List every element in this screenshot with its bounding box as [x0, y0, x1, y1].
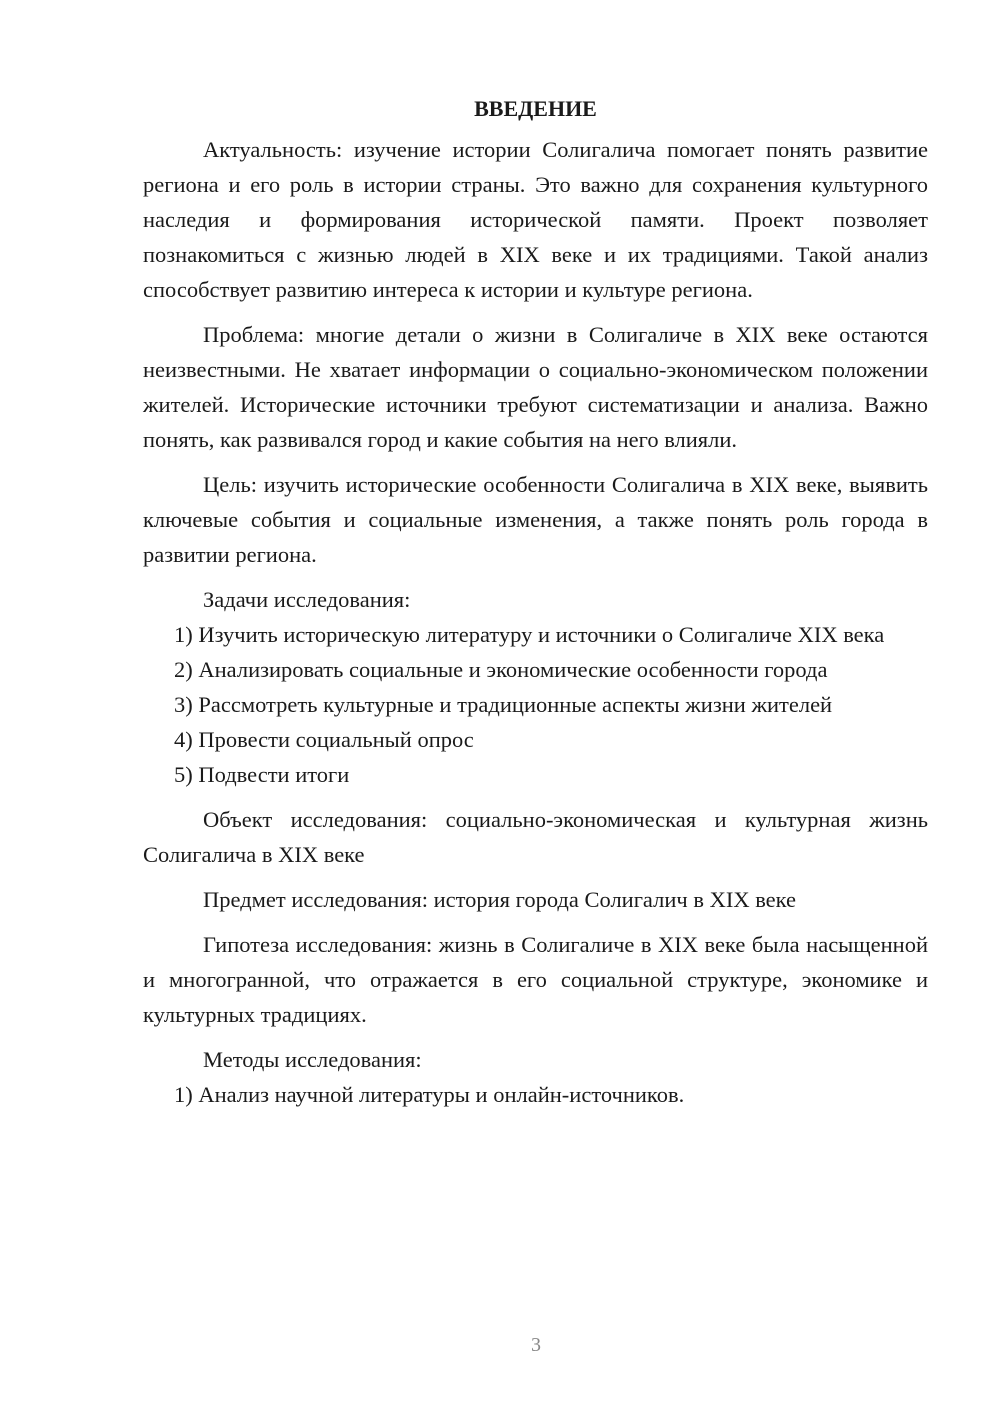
tasks-heading: Задачи исследования: [203, 587, 411, 612]
document-page [143, 92, 928, 1112]
object-paragraph: Объект исследования: социально-экономическая и культурная жизнь Солигалича в XIX веке [143, 807, 928, 867]
hypothesis-paragraph: Гипотеза исследования: жизнь в Солигаличе в XIX веке была насыщенной и многогранной, что отражается в его социальной структуре, экономике и культурных традициях. [143, 932, 928, 1027]
problem-paragraph: Проблема: многие детали о жизни в Солигаличе в XIX веке остаются неизвестными. Не хватает информации о социально-экономическом положении жителей. Исторические источники требуют систематизации и анализа. Важно понять, как развивался город и какие события на него влияли. [143, 322, 928, 452]
task-item-3: 3) Рассмотреть культурные и традиционные аспекты жизни жителей [174, 692, 833, 717]
task-item-4: 4) Провести социальный опрос [174, 727, 474, 752]
task-item-5: 5) Подвести итоги [174, 762, 350, 787]
task-item-1: 1) Изучить историческую литературу и источники о Солигаличе XIX века [174, 622, 885, 647]
page-number: 3 [531, 1334, 541, 1356]
methods-heading: Методы исследования: [203, 1047, 422, 1072]
relevance-paragraph: Актуальность: изучение истории Солигалича помогает понять развитие региона и его роль в истории страны. Это важно для сохранения культурного наследия и формирования исторической памяти. Проект позволяет познакомиться с жизнью людей в XIX веке и их традициями. Такой анализ способствует развитию интереса к истории и культуре региона. [143, 137, 928, 302]
section-title: ВВЕДЕНИЕ [474, 96, 597, 121]
task-item-2: 2) Анализировать социальные и экономические особенности города [174, 657, 828, 682]
subject-paragraph: Предмет исследования: история города Солигалич в XIX веке [203, 887, 797, 912]
goal-paragraph: Цель: изучить исторические особенности Солигалича в XIX веке, выявить ключевые события и социальные изменения, а также понять роль города в развитии региона. [143, 472, 928, 567]
method-item-1: 1) Анализ научной литературы и онлайн-источников. [174, 1082, 685, 1107]
